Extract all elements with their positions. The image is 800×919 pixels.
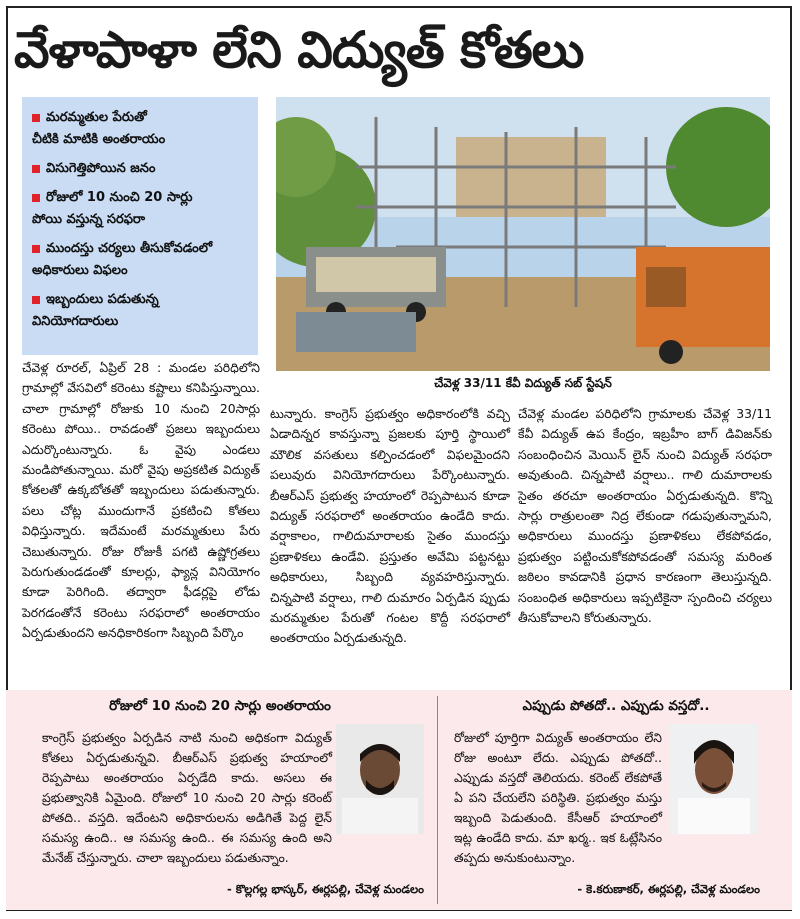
- highlight-line: వినియోగదారులు: [32, 314, 119, 329]
- person-photo: [336, 724, 424, 834]
- highlight-item: [32, 289, 250, 333]
- highlights-box: [22, 97, 258, 355]
- highlight-item: [32, 238, 250, 282]
- quote-right-text: రోజులో పూర్తిగా విద్యుత్ అంతరాయం లేని రోజు అంటూ లేదు. ఎప్పుడు పోతదో.. ఎప్పుడు వస్తదో తెలియదు. కరెంట్ లేకపోతే ఏ పని చేయలేని పరిస్థితి. ప్రభుత్వం మస్తు ఇబ్బంది పెడుతుంది. కేసీఆర్ హయాంలో ఇట్ల ఉండేది కాదు. మా ఖర్మ.. ఇక ఓట్లేసినం తప్పదు అనుకుంటున్నాం.: [454, 730, 662, 865]
- article-column-1: [22, 358, 260, 644]
- highlight-line: చీటికి మాటికి అంతరాయం: [32, 132, 166, 147]
- quote-right-signature: - కె.కరుణాకర్, ఈర్లపల్లి, చేవెళ్ల మండలం: [577, 882, 760, 896]
- article-column-3: [518, 404, 772, 628]
- article-text: టున్నారు. కాంగ్రెస్ ప్రభుత్వం అధికారంలోకి వచ్చి ఏడాదిన్నర కావస్తున్నా ప్రజలకు పూర్తి స్థాయిలో మౌలిక వసతులు కల్పించడంలో విఫలమైందని పలువురు వినియోగదారులు పేర్కొంటున్నారు. బీఆర్ఎస్ ప్రభుత్వ హయాంలో రెప్పపాటున కూడా విద్యుత్ సరఫరాలో అంతరాయం ఉండేది కాదు. వర్షాకాలం, గాలిదుమారాలకు సైతం ముందస్తు ప్రణాళికలు ఉండేవి. ప్రస్తుతం అవేమి పట్టనట్టు అధికారులు, సిబ్బంది వ్యవహరిస్తున్నారు. చిన్నపాటి వర్షాలు, గాలి దుమారం ఏర్పడిన ప్పుడు మరమ్మతుల పేరుతో గంటల కొద్దీ సరఫరాలో అంతరాయం ఏర్పడుతున్నది.: [270, 406, 510, 646]
- quote-right-title: ఎప్పుడు పోతదో.. ఎప్పుడు వస్తదో..: [522, 698, 710, 714]
- highlight-line: అధికారులు విఫలం: [32, 263, 128, 278]
- highlight-line: ఇబ్బందులు పడుతున్న: [46, 292, 159, 307]
- quotes-divider: [437, 696, 438, 904]
- substation-photo: [276, 97, 770, 371]
- highlight-line: ముందస్తు చర్యలు తీసుకోవడంలో: [46, 241, 213, 256]
- article-column-2: [270, 404, 510, 649]
- highlight-line: విసుగెత్తిపోయిన జనం: [46, 161, 156, 176]
- article-text: చేవెళ్ల రూరల్, ఏప్రిల్ 28 : మండల పరిధిలోని గ్రామాల్లో వేసవిలో కరెంటు కష్టాలు కనిపిస్తున్నాయి. చాలా గ్రామాల్లో రోజుకు 10 నుంచి 20సార్లు కరెంటు పోయి.. రావడంతో ప్రజలు ఇబ్బందులు ఎదుర్కొంటున్నారు. ఓ వైపు ఎండలు మండిపోతున్నాయి. మరో వైపు అప్రకటిత విద్యుత్ కోతలతో ఉక్కబోతతో ఇబ్బందులు పడుతున్నారు. పలు చోట్ల ముందుగానే ప్రకటించి కోతలు విధిస్తున్నారు. ఇదేమంటే మరమ్మతులు పేరు చెబుతున్నారు. రోజు రోజుకీ పగటి ఉష్ణోగ్రతలు పెరుగుతుండడంతో కూలర్లు, ఫ్యాన్ల వినియోగం కూడా పెరిగింది. తద్వారా ఫీడర్లపై లోడు పెరగడంతోనే కరెంటు సరఫరాలో అంతరాయం ఏర్పడుతుందని అనధికారికంగా సిబ్బంది పేర్కొం: [22, 360, 260, 641]
- bullet-square-icon: [32, 245, 40, 253]
- highlight-item: [32, 158, 250, 180]
- highlight-line: రోజులో 10 నుంచి 20 సార్లు: [46, 190, 193, 205]
- quote-left-title: రోజులో 10 నుంచి 20 సార్లు అంతరాయం: [109, 698, 331, 714]
- person-photo: [670, 724, 758, 834]
- highlight-line: మరమ్మతుల పేరుతో: [46, 110, 147, 125]
- highlight-line: పోయి వస్తున్న సరఫరా: [32, 212, 146, 227]
- photo-caption: చేవెళ్ల 33/11 కేవీ విద్యుత్ సబ్ స్టేషన్: [434, 376, 612, 390]
- bullet-square-icon: [32, 114, 40, 122]
- highlight-item: [32, 187, 250, 231]
- quote-left-signature: - కొల్లగల్ల భాస్కర్, ఈర్లపల్లి, చేవెళ్ల మండలం: [227, 882, 424, 896]
- quote-left-text: కాంగ్రెస్ ప్రభుత్వం ఏర్పడిన నాటి నుంచి అధికంగా విద్యుత్ కోతలు ఏర్పడుతున్నవి. బీఆర్ఎస్ ప్రభుత్వ హయాంలో రెప్పపాటు అంతరాయం ఏర్పడేది కాదు. అసలు ఈ ప్రభుత్వానికి ఏమైంది. రోజులో 10 నుంచి 20 సార్లు కరెంట్ పోతది.. వస్తది. ఇదేంటని అధికారులను అడిగితే పెద్ద లైన్ సమస్య ఉంది.. ఆ సమస్య ఉంది.. ఈ సమస్య ఉంది అని మేనేజ్ చేస్తున్నారు. చాలా ఇబ్బందులు పడుతున్నాం.: [42, 730, 332, 865]
- bullet-square-icon: [32, 194, 40, 202]
- bullet-square-icon: [32, 296, 40, 304]
- headline: వేళాపాళా లేని విద్యుత్ కోతలు: [14, 21, 584, 79]
- highlight-item: [32, 107, 250, 151]
- article-text: చేవెళ్ల మండల పరిధిలోని గ్రామాలకు చేవెళ్ల 33/11 కేవీ విద్యుత్ ఉప కేంద్రం, ఇబ్రహీం బాగ్ డివిజన్‌కు సంబంధించిన మెయిన్ లైన్ నుంచి విద్యుత్ సరఫరా అవుతుంది. చిన్నపాటి వర్షాలు.. గాలి దుమారాలకు సైతం తరచూ అంతరాయం ఏర్పడుతున్నది. కొన్ని సార్లు రాత్రులంతా నిద్ర లేకుండా గడుపుతున్నామని, అధికారులు ముందస్తు ప్రణాళికలు లేకపోవడం, ప్రభుత్వం పట్టించుకోకపోవడంతో సమస్య మరింత జఠిలం కావడానికి ప్రధాన కారణంగా తెలుస్తున్నది. సంబంధిత అధికారులు ఇప్పటికైనా స్పందించి చర్యలు తీసుకోవాలని కోరుతున్నారు.: [518, 406, 772, 626]
- bullet-square-icon: [32, 165, 40, 173]
